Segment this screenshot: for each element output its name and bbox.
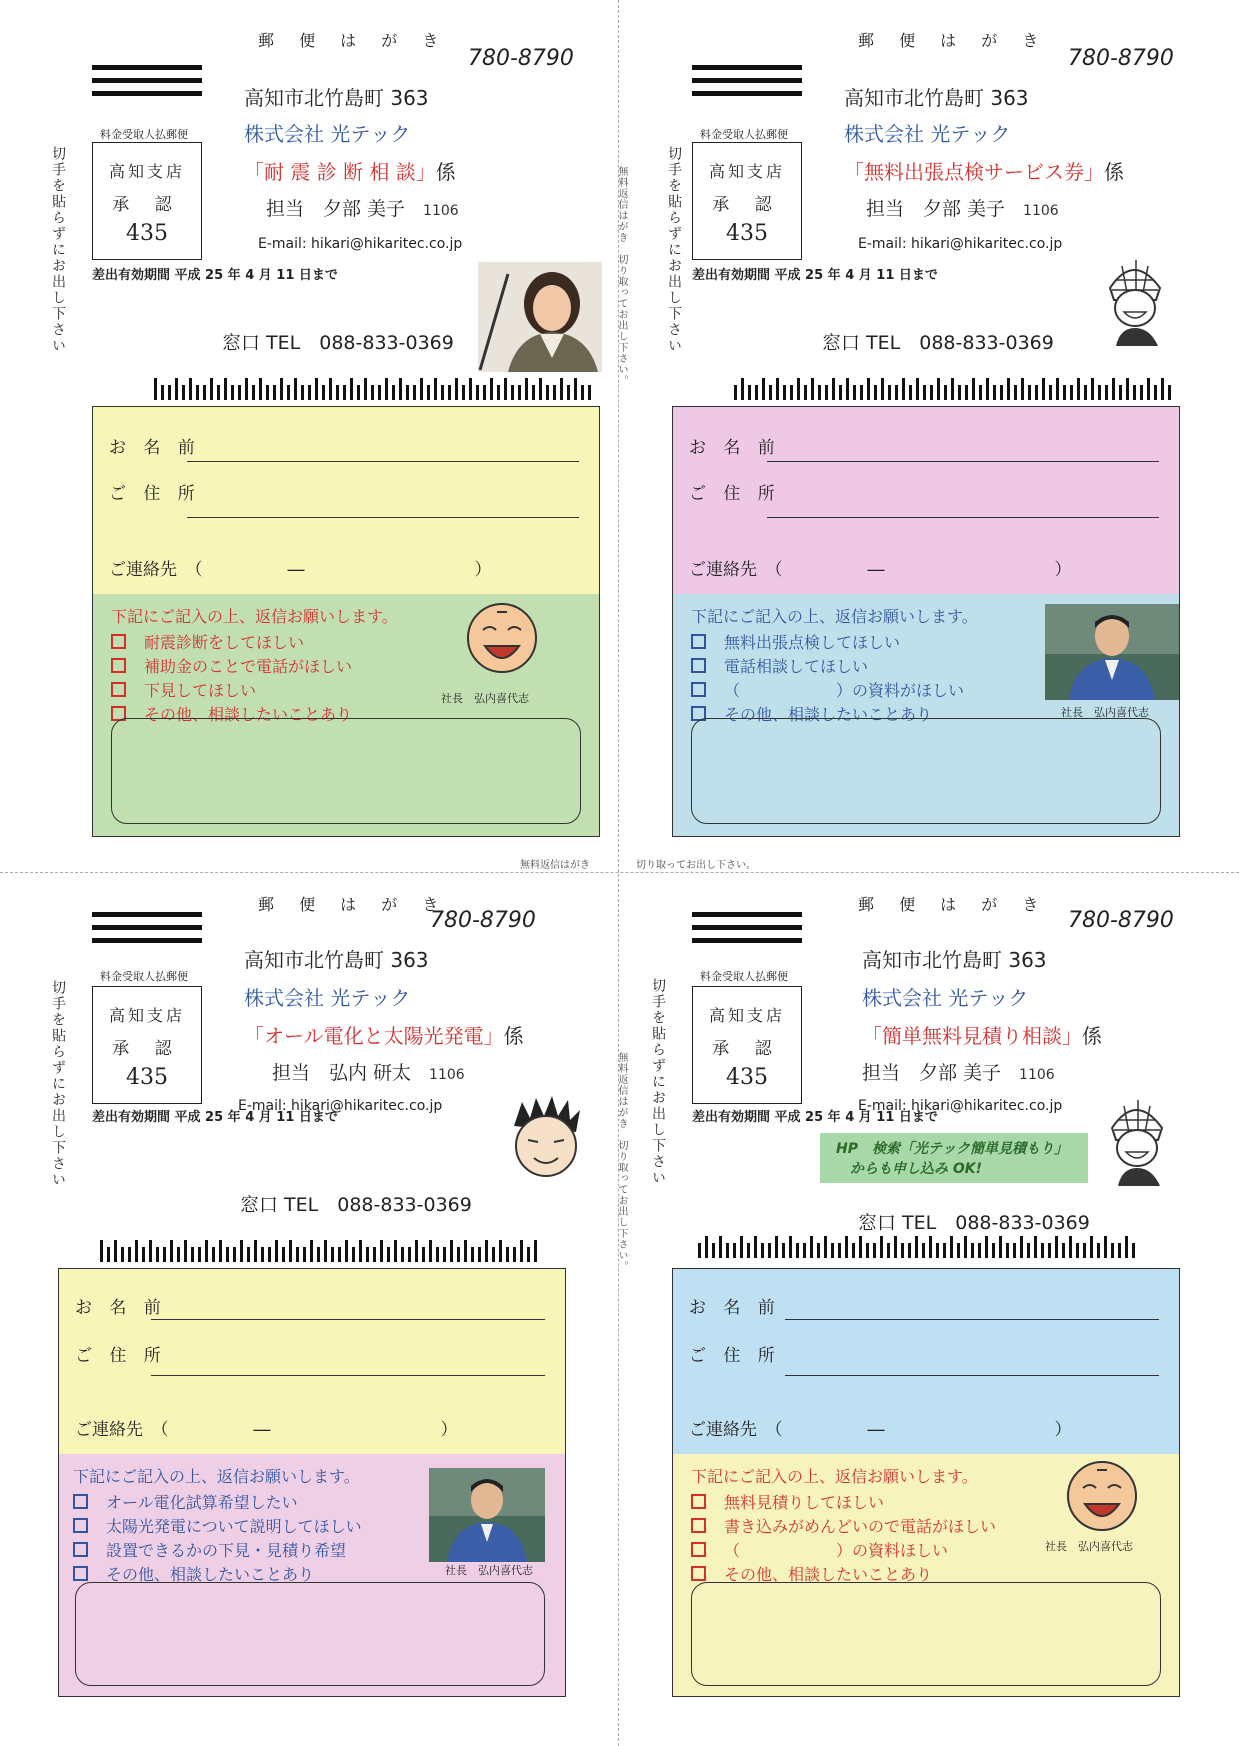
staff-cartoon-woman <box>1098 252 1172 348</box>
request-header: 下記にご記入の上、返信お願いします。 <box>73 1467 360 1486</box>
option-1[interactable]: 耐震診断をしてほしい <box>111 630 304 653</box>
president-photo <box>1045 604 1179 700</box>
president-photo <box>429 1468 545 1562</box>
option-3[interactable]: 下見してほしい <box>111 678 256 701</box>
option-4[interactable]: その他、相談したいことあり <box>111 702 352 725</box>
tel-number: 窓口 TEL 088-833-0369 <box>240 1194 472 1216</box>
address-label: ご 住 所 <box>75 1346 167 1366</box>
email-address: E-mail: hikari@hikaritec.co.jp <box>238 1098 443 1114</box>
president-caption: 社長 弘内喜代志 <box>1061 706 1149 719</box>
name-label: お 名 前 <box>689 1298 781 1318</box>
president-caption: 社長 弘内喜代志 <box>1045 1540 1133 1553</box>
postcard-title: 郵 便 は が き <box>258 895 449 914</box>
postcard-3 <box>0 872 620 1744</box>
valid-period: 差出有効期間 平成 25 年 4 月 11 日まで <box>92 268 338 283</box>
name-label: お 名 前 <box>75 1298 167 1318</box>
postal-note: 料金受取人払郵便 <box>700 128 788 141</box>
memo-area[interactable] <box>75 1582 545 1686</box>
barcode <box>100 1240 540 1262</box>
cut-note-vertical-bottom: 無料返信はがき 切り取ってお出し下さい。 <box>616 1052 627 1272</box>
contact-label: ご連絡先 （ ― ） <box>75 1420 458 1440</box>
president-caption: 社長 弘内喜代志 <box>445 1564 533 1577</box>
address: 高知市北竹島町 363 <box>244 86 429 110</box>
address: 高知市北竹島町 363 <box>862 948 1047 972</box>
request-section <box>672 1454 1180 1697</box>
approval-stamp-box: 高知支店 承 認 435 <box>692 142 802 260</box>
zip-code: 780-8790 <box>468 46 574 71</box>
campaign-title: 「耐 震 診 断 相 談」係 <box>244 160 456 184</box>
address: 高知市北竹島町 363 <box>244 948 429 972</box>
postal-note: 料金受取人払郵便 <box>700 970 788 983</box>
option-2[interactable]: 補助金のことで電話がほしい <box>111 654 352 677</box>
barcode <box>154 378 594 400</box>
name-label: お 名 前 <box>689 438 781 458</box>
cut-note-cut-off: 切り取ってお出し下さい。 <box>636 860 756 871</box>
person-in-charge: 担当 夕部 美子 1106 <box>866 198 1059 220</box>
address-label: ご 住 所 <box>689 484 781 504</box>
request-header: 下記にご記入の上、返信お願いします。 <box>691 607 978 626</box>
option-1[interactable]: 無料出張点検してほしい <box>691 630 900 653</box>
valid-period: 差出有効期間 平成 25 年 4 月 11 日まで <box>692 268 938 283</box>
option-1[interactable]: オール電化試算希望したい <box>73 1490 298 1513</box>
company-name: 株式会社 光テック <box>862 986 1029 1010</box>
customer-form <box>672 1268 1180 1456</box>
request-header: 下記にご記入の上、返信お願いします。 <box>111 607 398 626</box>
company-name: 株式会社 光テック <box>244 122 411 146</box>
tel-number: 窓口 TEL 088-833-0369 <box>858 1212 1090 1234</box>
contact-label: ご連絡先 （ ― ） <box>109 560 492 580</box>
address-label: ご 住 所 <box>689 1346 781 1366</box>
no-stamp-note: 切手を貼らずにお出し下さい <box>650 978 666 1186</box>
hp-search-note: HP 検索「光テック簡単見積もり」 からも申し込み OK! <box>820 1133 1088 1183</box>
postcard-2 <box>600 0 1220 872</box>
email-address: E-mail: hikari@hikaritec.co.jp <box>858 236 1063 252</box>
customer-form <box>92 406 600 596</box>
memo-area[interactable] <box>691 1582 1161 1686</box>
zip-code: 780-8790 <box>430 908 536 933</box>
email-address: E-mail: hikari@hikaritec.co.jp <box>258 236 463 252</box>
tel-number: 窓口 TEL 088-833-0369 <box>222 332 454 354</box>
option-2[interactable]: 電話相談してほしい <box>691 654 868 677</box>
president-cartoon <box>1063 1458 1141 1534</box>
postal-bars <box>692 912 802 954</box>
president-caption: 社長 弘内喜代志 <box>441 692 529 705</box>
postal-note: 料金受取人払郵便 <box>100 128 188 141</box>
tel-number: 窓口 TEL 088-833-0369 <box>822 332 1054 354</box>
option-1[interactable]: 無料見積りしてほしい <box>691 1490 884 1513</box>
barcode <box>698 1236 1138 1258</box>
zip-code: 780-8790 <box>1068 908 1174 933</box>
campaign-title: 「無料出張点検サービス券」係 <box>844 160 1124 184</box>
address-label: ご 住 所 <box>109 484 201 504</box>
postcard-1 <box>0 0 620 872</box>
customer-form <box>58 1268 566 1456</box>
president-cartoon <box>463 600 541 676</box>
memo-area[interactable] <box>691 718 1161 824</box>
company-name: 株式会社 光テック <box>844 122 1011 146</box>
customer-form <box>672 406 1180 596</box>
person-in-charge: 担当 夕部 美子 1106 <box>266 198 459 220</box>
option-3[interactable]: （ ）の資料ほしい <box>691 1538 948 1561</box>
address: 高知市北竹島町 363 <box>844 86 1029 110</box>
option-4[interactable]: その他、相談したいことあり <box>73 1562 314 1585</box>
contact-label: ご連絡先 （ ― ） <box>689 560 1072 580</box>
staff-cartoon-man <box>506 1096 584 1180</box>
contact-label: ご連絡先 （ ― ） <box>689 1420 1072 1440</box>
option-3[interactable]: 設置できるかの下見・見積り希望 <box>73 1538 346 1561</box>
company-name: 株式会社 光テック <box>244 986 411 1010</box>
valid-period: 差出有効期間 平成 25 年 4 月 11 日まで <box>92 1110 338 1125</box>
approval-stamp-box: 高知支店 承 認 435 <box>92 986 202 1104</box>
option-2[interactable]: 書き込みがめんどいので電話がほしい <box>691 1514 996 1537</box>
postcard-4 <box>600 872 1220 1744</box>
option-4[interactable]: その他、相談したいことあり <box>691 702 932 725</box>
no-stamp-note: 切手を貼らずにお出し下さい <box>50 980 66 1188</box>
cut-note-free-reply: 無料返信はがき <box>520 860 590 871</box>
memo-area[interactable] <box>111 718 581 824</box>
campaign-title: 「オール電化と太陽光発電」係 <box>244 1024 524 1048</box>
email-address: E-mail: hikari@hikaritec.co.jp <box>858 1098 1063 1114</box>
postal-bars <box>92 912 202 954</box>
approval-stamp-box: 高知支店 承 認 435 <box>92 142 202 260</box>
request-section <box>92 594 600 837</box>
postcard-title: 郵 便 は が き <box>858 31 1049 50</box>
request-section <box>58 1454 566 1697</box>
barcode <box>734 378 1174 400</box>
person-in-charge: 担当 弘内 研太 1106 <box>272 1062 465 1084</box>
request-header: 下記にご記入の上、返信お願いします。 <box>691 1467 978 1486</box>
option-4[interactable]: その他、相談したいことあり <box>691 1562 932 1585</box>
staff-cartoon-woman <box>1100 1092 1174 1188</box>
no-stamp-note: 切手を貼らずにお出し下さい <box>666 146 682 354</box>
approval-stamp-box: 高知支店 承 認 435 <box>692 986 802 1104</box>
postcard-title: 郵 便 は が き <box>858 895 1049 914</box>
cut-note-vertical-top: 無料返信はがき 切り取ってお出し下さい。 <box>616 166 627 386</box>
postal-bars <box>692 65 802 107</box>
postal-bars <box>92 65 202 107</box>
postcard-title: 郵 便 は が き <box>258 31 449 50</box>
staff-woman-photo <box>478 262 602 372</box>
person-in-charge: 担当 夕部 美子 1106 <box>862 1062 1055 1084</box>
postal-note: 料金受取人払郵便 <box>100 970 188 983</box>
campaign-title: 「簡単無料見積り相談」係 <box>862 1024 1102 1048</box>
no-stamp-note: 切手を貼らずにお出し下さい <box>50 146 66 354</box>
option-2[interactable]: 太陽光発電について説明してほしい <box>73 1514 362 1537</box>
option-3[interactable]: （ ）の資料がほしい <box>691 678 964 701</box>
request-section <box>672 594 1180 837</box>
zip-code: 780-8790 <box>1068 46 1174 71</box>
valid-period: 差出有効期間 平成 25 年 4 月 11 日まで <box>692 1110 938 1125</box>
name-label: お 名 前 <box>109 438 201 458</box>
